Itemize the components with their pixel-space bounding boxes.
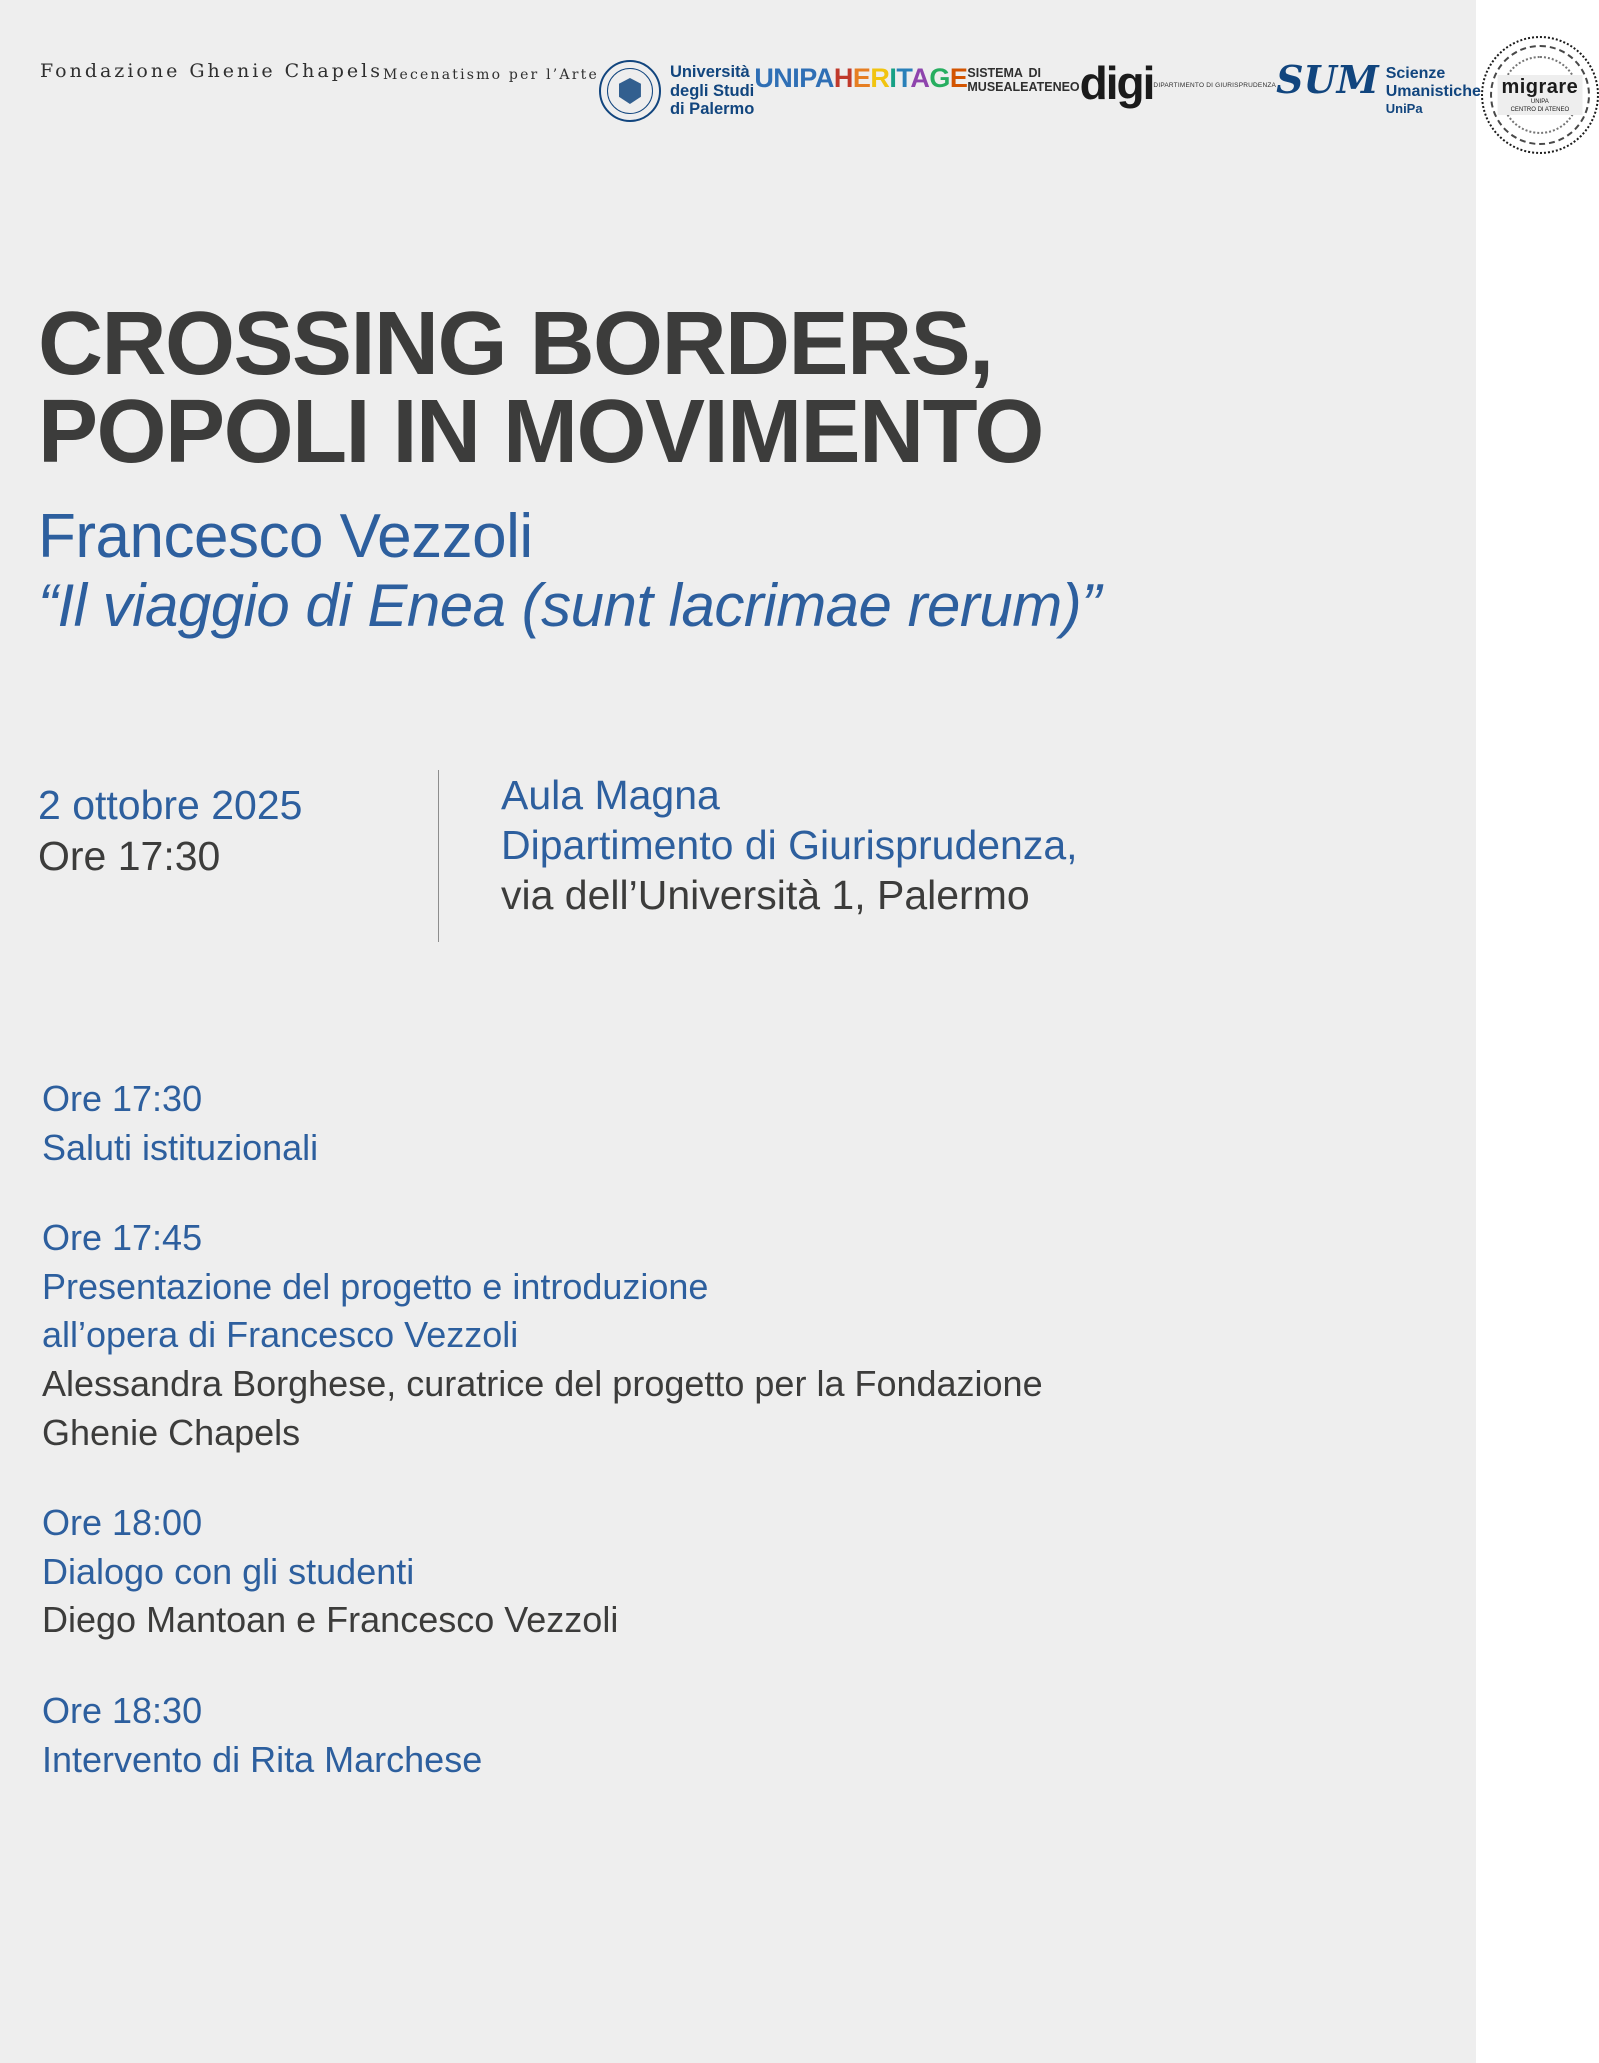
logo-digi-giurisprudenza xyxy=(1079,57,1277,109)
event-info-row xyxy=(38,770,1438,942)
programme-item-people: Alessandra Borghese, curatrice del progetto per la Fondazione xyxy=(42,1362,1043,1404)
event-date-column xyxy=(38,770,438,883)
logo-fondazione-ghenie-chapels xyxy=(40,58,599,83)
unipa-line1: Università xyxy=(669,63,750,82)
heritage-letter-t: T xyxy=(896,63,911,94)
logo-unipa-heritage xyxy=(754,62,1079,95)
venue-department: Dipartimento di Giurisprudenza, xyxy=(501,822,1078,869)
event-date: 2 ottobre 2025 xyxy=(38,782,303,828)
artist-name: Francesco Vezzoli xyxy=(38,502,533,572)
sum-line3: UniPa xyxy=(1385,101,1423,117)
migrare-sub2: CENTRO DI ATENEO xyxy=(1510,107,1570,113)
heritage-word xyxy=(834,65,968,92)
programme-item-time: Ore 17:30 xyxy=(42,1078,203,1119)
page-title-line-1: CROSSING BORDERS, xyxy=(38,294,993,394)
programme-item-time: Ore 18:00 xyxy=(42,1502,203,1544)
programme-item-title: Dialogo con gli studenti xyxy=(42,1550,415,1592)
title-block xyxy=(38,294,1448,640)
programme-item xyxy=(42,1687,1422,1784)
programme-item xyxy=(42,1075,1422,1172)
migrare-sub1: UNIPA xyxy=(1530,99,1549,105)
programme-item-time: Ore 17:45 xyxy=(42,1217,203,1259)
heritage-sub1: SISTEMA MUSEALE xyxy=(967,66,1029,95)
programme-list xyxy=(42,1075,1422,1826)
event-time: Ore 17:30 xyxy=(38,833,221,880)
heritage-letter-e: E xyxy=(852,63,871,94)
heritage-letter-e2: E xyxy=(949,63,968,94)
programme-item-time: Ore 18:30 xyxy=(42,1689,203,1731)
logo-migrare xyxy=(1481,36,1599,154)
vertical-divider xyxy=(438,770,439,942)
unipa-text xyxy=(670,63,754,118)
heritage-sub2: DI ATENEO xyxy=(1028,66,1080,95)
heritage-letter-i: I xyxy=(889,63,897,94)
sum-line2: Umanistiche xyxy=(1385,82,1481,100)
logo-sum-scienze-umanistiche xyxy=(1276,57,1481,117)
programme-item-title-cont: all’opera di Francesco Vezzoli xyxy=(42,1314,519,1356)
programme-item-people: Diego Mantoan e Francesco Vezzoli xyxy=(42,1599,619,1641)
logo-universita-di-palermo xyxy=(599,60,754,122)
university-seal-icon xyxy=(599,60,661,122)
heritage-letter-a: A xyxy=(910,63,930,94)
sum-word: SUM xyxy=(1276,57,1379,102)
heritage-letter-h: H xyxy=(833,63,853,94)
heritage-letter-g: G xyxy=(929,63,950,94)
unipa-line3: di Palermo xyxy=(669,100,755,119)
logo-bar xyxy=(0,36,1579,146)
venue-address: via dell’Università 1, Palermo xyxy=(501,872,1030,919)
ghenie-line1: Fondazione Ghenie Chapels xyxy=(40,59,383,82)
migrare-word: migrare xyxy=(1501,76,1579,98)
heritage-unipa-word: UNIPA xyxy=(754,62,834,93)
digi-sub: DIPARTIMENTO DI GIURISPRUDENZA xyxy=(1153,81,1277,89)
unipa-line2: degli Studi xyxy=(669,81,755,100)
event-venue-column xyxy=(501,770,1078,920)
sum-lines xyxy=(1386,65,1481,116)
programme-item-title: Intervento di Rita Marchese xyxy=(42,1738,483,1780)
artwork-title: “Il viaggio di Enea (sunt lacrimae rerum)” xyxy=(38,572,1101,640)
programme-item-people-cont: Ghenie Chapels xyxy=(42,1411,301,1453)
programme-item-title: Saluti istituzionali xyxy=(42,1126,319,1168)
digi-word: digi xyxy=(1079,57,1154,109)
heritage-letter-r: R xyxy=(870,63,890,94)
programme-item xyxy=(42,1499,1422,1645)
migrare-center xyxy=(1497,75,1582,115)
programme-item-title: Presentazione del progetto e introduzione xyxy=(42,1265,709,1307)
programme-item xyxy=(42,1214,1422,1457)
venue-hall: Aula Magna xyxy=(501,772,720,818)
page-title-line-2: POPOLI IN MOVIMENTO xyxy=(38,382,1043,483)
sum-line1: Scienze xyxy=(1385,65,1446,82)
ghenie-line2: Mecenatismo per l’Arte xyxy=(382,67,599,83)
